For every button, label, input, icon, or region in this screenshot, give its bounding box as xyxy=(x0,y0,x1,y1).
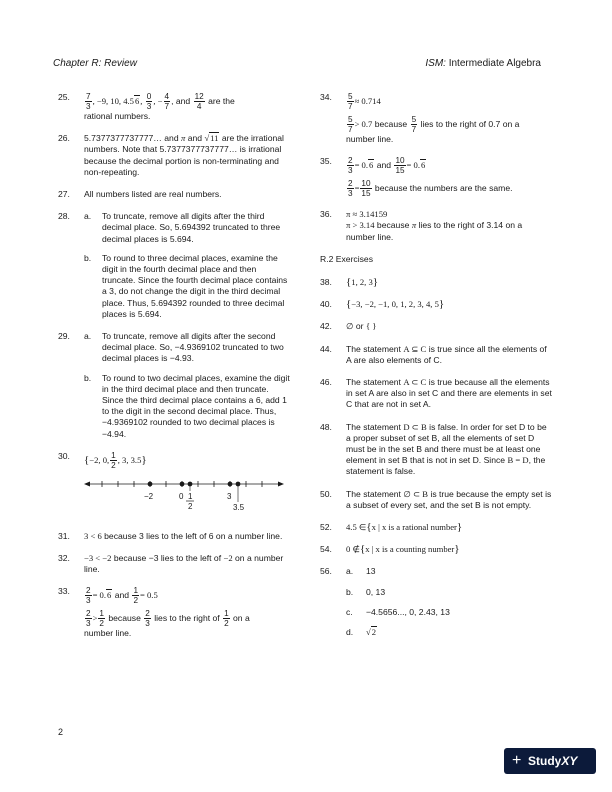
fraction: $\frac{0}{3}$ xyxy=(146,92,152,111)
fraction: $\frac{12}{4}$ xyxy=(194,92,204,111)
exercise-number: 28. xyxy=(58,211,70,222)
part-c: c. −4.5656..., 0, 2.43, 13 xyxy=(346,606,450,617)
tick-label: −2 xyxy=(144,491,154,501)
exercise-32: 32. −3 < −2 because −3 lies to the left of −2 on a number line. xyxy=(58,553,284,575)
left-column xyxy=(58,92,290,651)
exercise-number: 36. xyxy=(320,209,332,220)
repeating-digit: 6 xyxy=(134,95,140,106)
chapter-title: Chapter R: Review xyxy=(53,58,137,69)
right-column xyxy=(320,92,552,649)
exercise-number: 50. xyxy=(320,488,332,499)
exercise-text: are the irrational numbers. Note that 5.7377377737777… is irrational because the decimal portion is non-terminating and non-repeating. xyxy=(84,133,284,177)
exercise-40: 40. {−3, −2, −1, 0, 1, 2, 3, 4, 5} xyxy=(320,298,445,311)
part-d: d. √2 xyxy=(346,627,377,638)
exercise-54: 54. 0 ∉{x | x is a counting number} xyxy=(320,543,460,556)
exercise-44: 44. The statement A ⊆ C is true since all the elements of A are also elements of C. xyxy=(320,343,547,365)
exercise-number: 30. xyxy=(58,450,70,461)
exercise-number: 25. xyxy=(58,92,70,102)
point-half xyxy=(188,481,193,486)
exercise-52: 52. 4.5 ∈{x | x is a rational number} xyxy=(320,521,463,534)
page-number: 2 xyxy=(58,727,64,737)
radicand: 11 xyxy=(210,133,219,144)
part-b: b. To round to two decimal places, examine the digit in the third decimal place and then truncate. Since the third decimal place contains a 6, add 1 to the digit in the second decimal place. Thus, −4.9369102 rounded to two decimal places is −4.94. xyxy=(84,372,290,439)
plus-icon: + xyxy=(512,752,522,769)
math-text: , −9, 10, 4.5 xyxy=(92,95,134,106)
exercise-number: 56. xyxy=(320,566,332,577)
exercise-26: 26. 5.7377377737777… and π and √11 are the irrational numbers. Note that 5.7377377737777… is irrational because the decimal portion is non-terminating and non-repeating. xyxy=(58,133,284,177)
point-0 xyxy=(180,481,185,486)
fraction: $\frac{4}{7}$ xyxy=(164,92,170,111)
part-a: a. 13 xyxy=(346,566,376,577)
exercise-number: 42. xyxy=(320,321,332,332)
exercise-48: 48. The statement D ⊂ B is false. In order for set D to be a proper subset of set B, all the elements of set D must be in the set B and there must be at least one element in set B that is not in set D. Since B = D, the statement is false. xyxy=(320,421,547,477)
exercise-number: 44. xyxy=(320,343,332,354)
exercise-34: 34. $\frac{5}{7}$ ≈ 0.714 $\frac{5}{7}$ > 0.7 because $\frac{5}{7}$ lies to the right of 0.7 on a number line. xyxy=(320,92,520,144)
exercise-text: All numbers listed are real numbers. xyxy=(84,189,222,200)
exercise-30: 30. {−2, 0, $\frac{1}{2}$ , 3, 3.5} −2 0 1 2 3 3.5 xyxy=(58,451,290,520)
book-abbrev: ISM: xyxy=(425,58,446,69)
exercise-number: 40. xyxy=(320,299,332,310)
number-line xyxy=(84,476,284,520)
tick-label: 3 xyxy=(227,491,232,501)
exercise-33: 33. $\frac{2}{3}$ = 0.6 and $\frac{1}{2}$ = 0.5 $\frac{2}{3}$ > $\frac{1}{2}$ because $\frac{2}{3}$ lies to the right of $\frac{1}{2}$ on a number line. xyxy=(58,586,250,639)
exercise-text: rational numbers. xyxy=(84,111,151,121)
part-a: a. To truncate, remove all digits after the second decimal place. So, −4.9369102 truncated to two decimal places is −4.93. xyxy=(84,331,284,364)
exercise-38: 38. {1, 2, 3} xyxy=(320,276,379,289)
part-a: a. To truncate, remove all digits after the third decimal place. So, 5.694392 truncated to three decimal places is 5.694. xyxy=(84,211,281,244)
exercise-number: 54. xyxy=(320,544,332,555)
part-b: b. To round to three decimal places, examine the digit in the fourth decimal place and then truncate. Since the fourth decimal place contains a 3, do not change the digit in the third decimal place. Thus, 5.694392 rounded to three decimal places is 5.694. xyxy=(84,252,288,319)
exercise-31: 31. 3 < 6 because 3 lies to the left of 6 on a number line. xyxy=(58,530,283,541)
exercise-36: 36. π ≈ 3.14159 π > 3.14 because π lies to the right of 3.14 on a number line. xyxy=(320,209,523,242)
exercise-number: 32. xyxy=(58,553,70,564)
book-name: Intermediate Algebra xyxy=(445,58,541,69)
exercise-56 xyxy=(320,566,552,638)
tick-label: 0 xyxy=(179,491,184,501)
exercise-25: 25. $\frac{7}{3}$ , −9, 10, 4.56, $\frac{0}{3}$ , − $\frac{4}{7}$ , and $\frac{12}{4}$ are the rational numbers. xyxy=(58,92,235,121)
tick-label: 3.5 xyxy=(233,502,245,512)
exercise-27 xyxy=(58,189,290,200)
exercise-46: 46. The statement A ⊂ C is true because all the elements in set A are also in set C and there are elements in set C that are not in set A. xyxy=(320,377,552,410)
point-3-5 xyxy=(236,481,241,486)
fraction: $\frac{7}{3}$ xyxy=(86,92,91,111)
exercise-number: 48. xyxy=(320,421,332,432)
exercise-number: 29. xyxy=(58,331,70,342)
point-3 xyxy=(228,481,233,486)
logo-text: StudyXY xyxy=(528,754,578,768)
point-neg2 xyxy=(148,481,153,486)
section-heading: R.2 Exercises xyxy=(320,253,374,264)
tick-label: 1 xyxy=(188,491,193,501)
exercise-number: 27. xyxy=(58,189,70,200)
exercise-number: 38. xyxy=(320,277,332,288)
exercise-number: 34. xyxy=(320,92,332,102)
studyxy-logo[interactable] xyxy=(504,748,596,774)
exercise-number: 33. xyxy=(58,586,70,597)
tick-label: 2 xyxy=(188,501,193,511)
exercise-number: 35. xyxy=(320,156,332,167)
part-b: b. 0, 13 xyxy=(346,586,386,597)
exercise-50: 50. The statement ∅ ⊂ B is true because the empty set is a subset of every set, and the set B is not empty. xyxy=(320,488,552,510)
exercise-28 xyxy=(58,211,290,320)
exercise-29 xyxy=(58,331,290,440)
exercise-42: 42. ∅ or { } xyxy=(320,321,377,332)
exercise-number: 46. xyxy=(320,377,332,388)
exercise-number: 26. xyxy=(58,133,70,144)
exercise-number: 52. xyxy=(320,522,332,533)
exercise-number: 31. xyxy=(58,530,70,541)
book-title xyxy=(425,58,541,70)
exercise-35: 35. $\frac{2}{3}$ = 0.6 and $\frac{10}{15}$ = 0.6 $\frac{2}{3}$ = $\frac{10}{15}$ because the numbers are the same. xyxy=(320,156,513,199)
